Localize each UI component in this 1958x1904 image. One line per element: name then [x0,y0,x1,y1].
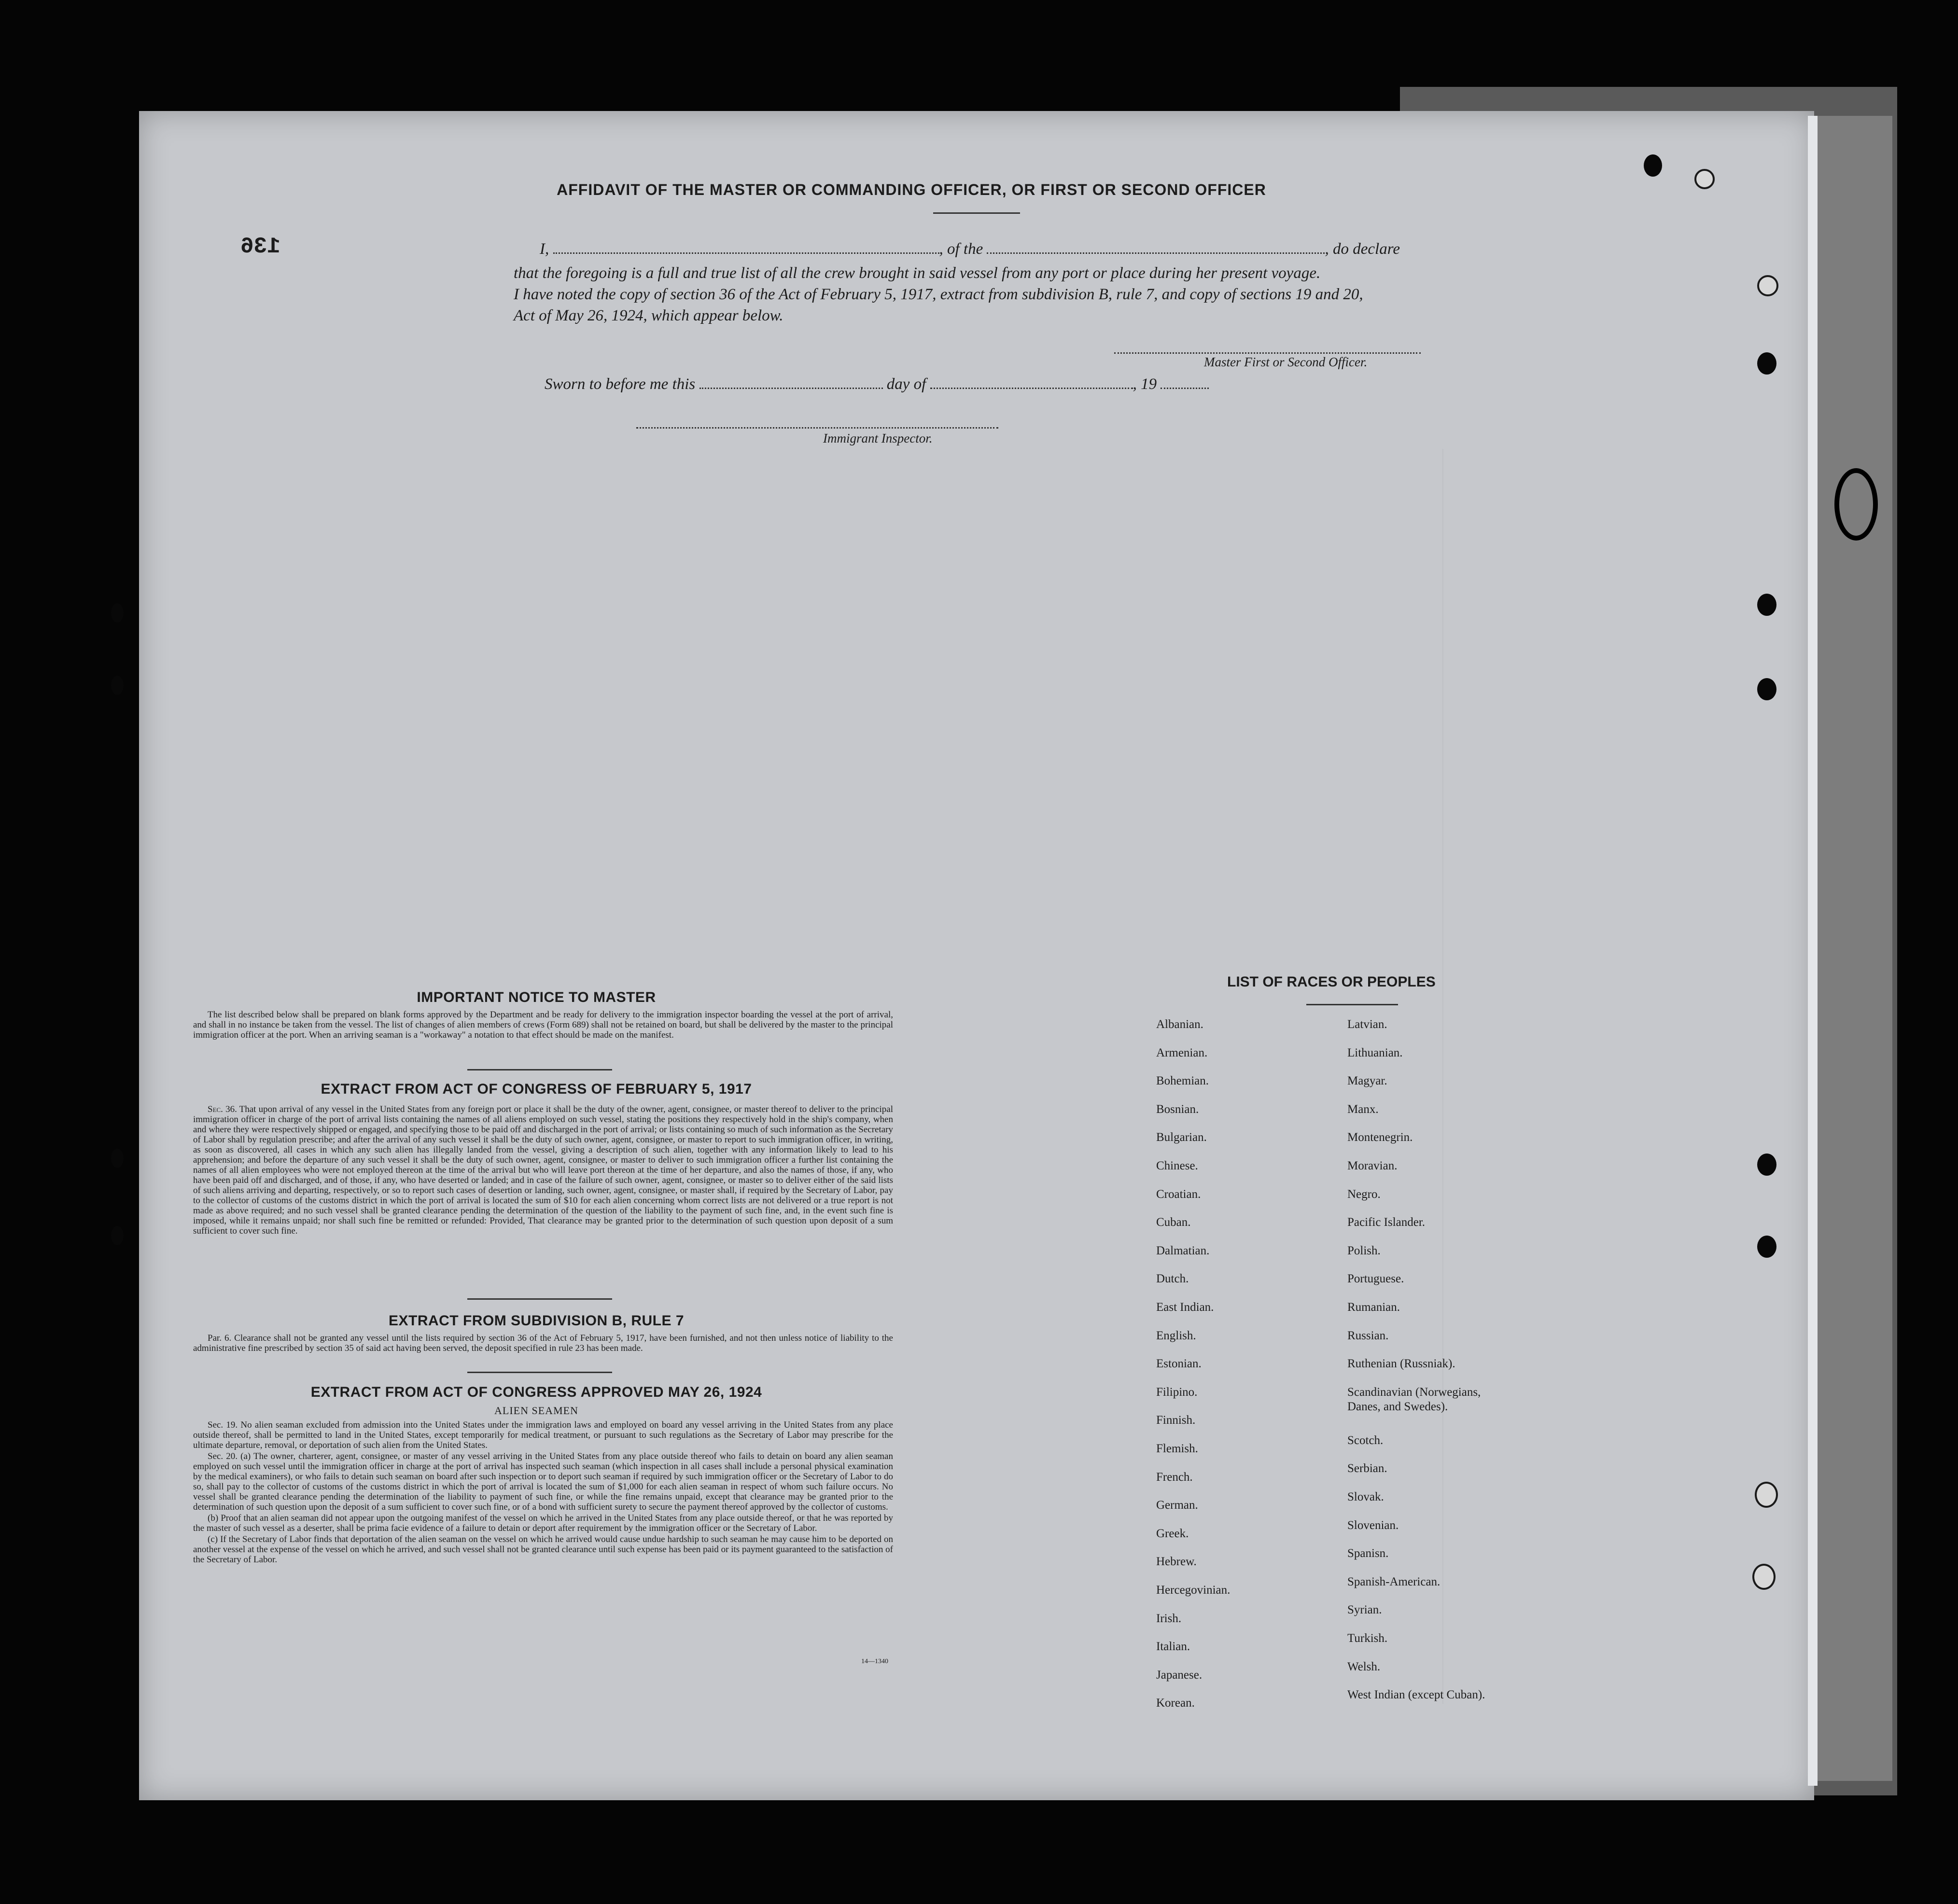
sworn-prefix: Sworn to before me this [545,375,696,393]
binding-ring [1834,468,1878,541]
binding-hole [1757,352,1776,375]
binding-hole [1755,1482,1778,1508]
sworn-day-blank[interactable] [699,388,883,389]
sworn-line [545,375,1317,393]
binding-hole [1757,594,1776,616]
race-item: Slovak. [1347,1490,1384,1503]
race-item: Bosnian. [1156,1102,1199,1116]
race-item: Spanish-American. [1347,1575,1441,1588]
race-item: Pacific Islander. [1347,1216,1426,1229]
races-divider [1306,1004,1398,1005]
extract-1924-title: EXTRACT FROM ACT OF CONGRESS APPROVED MAY 26, 1924 [310,1384,762,1400]
race-item: Finnish. [1156,1414,1196,1427]
race-item: Scotch. [1347,1433,1384,1447]
race-item: East Indian. [1156,1301,1214,1314]
race-item: Flemish. [1156,1442,1198,1455]
race-item: Italian. [1156,1640,1190,1654]
race-item: Croatian. [1156,1187,1201,1201]
sec-36-text: That upon arrival of any vessel in the United States from any foreign port or place it shall be the duty of the owner, agent, consignee, or master thereof to deliver to the principal immigration officer in charge of the port of arrival lists containing the names of all aliens employed on such vessel, stating the positions they respectively hold in the ship's company, when and where they were respectively shipped or engaged, and specifying those to be paid off and discharged in the port of arrival; or lists containing so much of such information as the Secretary of Labor shall by regulation prescribe; and after the arrival of any such vessel it shall be the duty of such owner, agent, consignee, or master to report to such immigration officer, in writing, as soon as discovered, all cases in which any such alien has illegally landed from the vessel, giving a description of such alien, together with any information likely to lead to his apprehension; and before the departure of any such vessel it shall be the duty of such owner, agent, consignee, or master to deliver to such immigration officer a further list containing the names of all alien employees who were not employed thereon at the time of the arrival but who will leave port thereon at the time of her departure, and also the names of those, if any, who have been paid off and discharged, and of those, if any, who have deserted or landed; and in case of the failure of such owner, agent, consignee, or master so to deliver either of the said lists of such aliens arriving and departing, respectively, or so to report such cases of desertion or landing, such owner, agent, consignee, or master shall, if required by the Secretary of Labor, pay to the collector of customs of the customs district in which the port of arrival is located the sum of $10 for each alien concerning whom correct lists are not delivered or a true report is not made as above required; and no such vessel shall be granted clearance pending the determination of the question of the liability to the payment of such fine, and, in the event such fine is imposed, while it remains unpaid; nor shall such fine be remitted or refunded: Provided, That clearance may be granted prior to the determination of such question upon deposit of a sum sufficient to cover such fine. [193,1104,893,1236]
affidavit-of-the-label: , of the [939,240,983,258]
extract-1924-block [193,1420,893,1566]
races-title: LIST OF RACES OR PEOPLES [1227,974,1436,990]
race-item: Irish. [1156,1612,1182,1625]
race-item: Manx. [1347,1102,1379,1116]
name-blank[interactable] [553,252,939,254]
document-page [139,111,1814,1800]
binding-hole [111,603,124,623]
binding-hole [111,1149,124,1168]
races-right-column [1347,1017,1695,1741]
sec-20a-text: Sec. 20. (a) The owner, charterer, agent, consignee, or master of any vessel arriving in the United States from any place outside thereof who fails to detain on board any alien seaman employed on such vessel until the immigration officer in charge at the port of arrival has inspected such seaman (which inspection in all cases shall include a personal physical examination by the medical examiners), or who fails to detain such seaman on board after such inspection or to deport such seaman if required by such immigration officer or the Secretary of Labor to do so, shall pay to the collector of customs of the customs district in which the port of arrival is located the sum of $1,000 for each alien seaman in respect of whom such failure occurs. No vessel shall be granted clearance pending the determination of the liability to payment of such fine, or while the fine remains unpaid, except that clearance may be granted prior to the determination of such question upon the deposit of a sum sufficient to cover such fine, or of a bond with sufficient surety to secure the payment thereof approved by the collector of customs. [193,1451,893,1512]
race-item: Ruthenian (Russniak). [1347,1357,1455,1371]
race-item: Scandinavian (Norwegians, Danes, and Swedes). [1347,1385,1481,1413]
affidavit-title: AFFIDAVIT OF THE MASTER OR COMMANDING OFFICER, OR FIRST OR SECOND OFFICER [557,181,1266,198]
binding-hole [1757,1236,1776,1258]
race-item: Magyar. [1347,1074,1387,1088]
race-item: Cuban. [1156,1216,1191,1229]
race-item: Estonian. [1156,1357,1202,1371]
race-item: Albanian. [1156,1018,1203,1031]
affidavit-line-3: I have noted the copy of section 36 of the Act of February 5, 1917, extract from subdivision B, rule 7, and copy of sections 19 and 20, [514,286,1363,303]
race-item: Montenegrin. [1347,1131,1413,1144]
binding-hole [1757,678,1776,700]
race-item: Dalmatian. [1156,1244,1210,1257]
sec-36-label: Sec. 36. [208,1104,237,1114]
race-item: Greek. [1156,1527,1189,1540]
notice-title: IMPORTANT NOTICE TO MASTER [417,989,656,1005]
race-item: Hebrew. [1156,1555,1197,1569]
race-item: West Indian (except Cuban). [1347,1688,1485,1702]
divider [467,1372,612,1373]
binding-hole [111,1226,124,1245]
extract-1917-title: EXTRACT FROM ACT OF CONGRESS OF FEBRUARY 5, 1917 [321,1081,752,1097]
extract-1917-text [193,1104,893,1236]
extract-rule7-block [193,1333,893,1354]
race-item: Chinese. [1156,1159,1198,1172]
notice-text-block [193,1010,893,1041]
affidavit-i-label: I, [540,240,549,258]
affidavit-line-2: that the foregoing is a full and true list of all the crew brought in said vessel from any port or place during her present voyage. [514,264,1321,282]
inspector-label: Immigrant Inspector. [823,431,933,445]
race-item: Dutch. [1156,1272,1189,1286]
binding-hole [1757,275,1778,296]
sworn-day-of: day of [886,375,926,393]
race-item: Negro. [1347,1187,1381,1201]
binding-hole [111,676,124,695]
race-item: Russian. [1347,1329,1389,1342]
race-item: Latvian. [1347,1018,1387,1031]
sheet-edge [1808,116,1818,1786]
race-item: Moravian. [1347,1159,1398,1172]
race-item: Bohemian. [1156,1074,1209,1088]
notice-text: The list described below shall be prepared on blank forms approved by the Department and be ready for delivery to the immigration inspector boarding the vessel at the port of arrival, and shall in no instance be taken from the vessel. The list of changes of alien members of crews (Form 689) shall not be retained on board, but shall be delivered by the master to the principal immigration officer at the port. When an arriving seaman is a "workaway" a notation to that effect should be made on the manifest. [193,1010,893,1040]
stamp-number: 136 [240,234,280,259]
sworn-year-blank[interactable] [1161,388,1209,389]
extract-1917-block [193,1104,893,1237]
race-item: English. [1156,1329,1196,1342]
affidavit-line-1 [540,240,1602,258]
binding-hole [1752,1564,1776,1590]
race-item: Filipino. [1156,1385,1198,1399]
master-signature-line[interactable] [1114,352,1421,354]
race-item: Korean. [1156,1696,1195,1710]
race-item: Spanisn. [1347,1547,1389,1560]
race-item: German. [1156,1499,1198,1512]
race-item: Welsh. [1347,1660,1381,1673]
race-item: Portuguese. [1347,1272,1404,1286]
race-item: Rumanian. [1347,1301,1400,1314]
binding-hole [1694,169,1715,189]
sworn-month-blank[interactable] [930,388,1133,389]
title-divider [933,212,1020,214]
divider [467,1298,612,1300]
race-item: Slovenian. [1347,1518,1399,1532]
race-item: Bulgarian. [1156,1131,1207,1144]
form-number: 14—1340 [861,1658,888,1665]
race-item: Serbian. [1347,1462,1387,1475]
extract-rule7-title: EXTRACT FROM SUBDIVISION B, RULE 7 [388,1313,685,1329]
race-item: French. [1156,1470,1193,1484]
inspector-signature-line[interactable] [636,427,998,429]
races-left-column [1156,1017,1340,1741]
master-signature-label: Master First or Second Officer. [1204,355,1368,369]
race-item: Hercegovinian. [1156,1584,1231,1597]
race-item: Armenian. [1156,1046,1208,1059]
vessel-blank[interactable] [987,252,1325,254]
affidavit-line-4: Act of May 26, 1924, which appear below. [514,307,783,324]
sec-19-text: Sec. 19. No alien seaman excluded from admission into the United States under the immigration laws and employed on board any vessel arriving in the United States from any place outside thereof, shall be permitted to land in the United States, except temporarily for medical treatment, or pursuant to such regulations as the Secretary of Labor may prescribe for the ultimate departure, removal, or deportation of such alien from the United States. [193,1420,893,1450]
extract-rule7-text: Par. 6. Clearance shall not be granted any vessel until the lists required by section 36 of the Act of February 5, 1917, have been furnished, and not then unless notice of liability to the administrative fine prescribed by section 35 of said act having been served, the deposit specified in rule 23 has been made. [193,1333,893,1353]
binding-hole [1757,1154,1776,1176]
binding-hole [1644,154,1662,177]
race-item: Turkish. [1347,1632,1388,1645]
divider [467,1069,612,1070]
sworn-year-label: , 19 [1133,375,1157,393]
sec-20c-text: (c) If the Secretary of Labor finds that deportation of the alien seaman on the vessel on which he arrived would cause undue hardship to such seaman he may cause him to be deported on another vessel at the expense of the vessel on which he arrived, and such vessel shall not be granted clearance until such expense has been paid or its payment guaranteed to the satisfaction of the Secretary of Labor. [193,1534,893,1565]
affidavit-declare-label: , do declare [1325,240,1400,258]
race-item: Polish. [1347,1244,1381,1257]
race-item: Japanese. [1156,1668,1203,1682]
sec-20b-text: (b) Proof that an alien seaman did not appear upon the outgoing manifest of the vessel on which he arrived in the United States from any place outside thereof, or that he was reported by the master of such vessel as a deserter, shall be prima facie evidence of a failure to detain or deport after requirement by the immigration officer or the Secretary of Labor. [193,1513,893,1533]
alien-seamen-subtitle: ALIEN SEAMEN [494,1404,578,1417]
race-item: Syrian. [1347,1603,1382,1617]
race-item: Lithuanian. [1347,1046,1403,1059]
